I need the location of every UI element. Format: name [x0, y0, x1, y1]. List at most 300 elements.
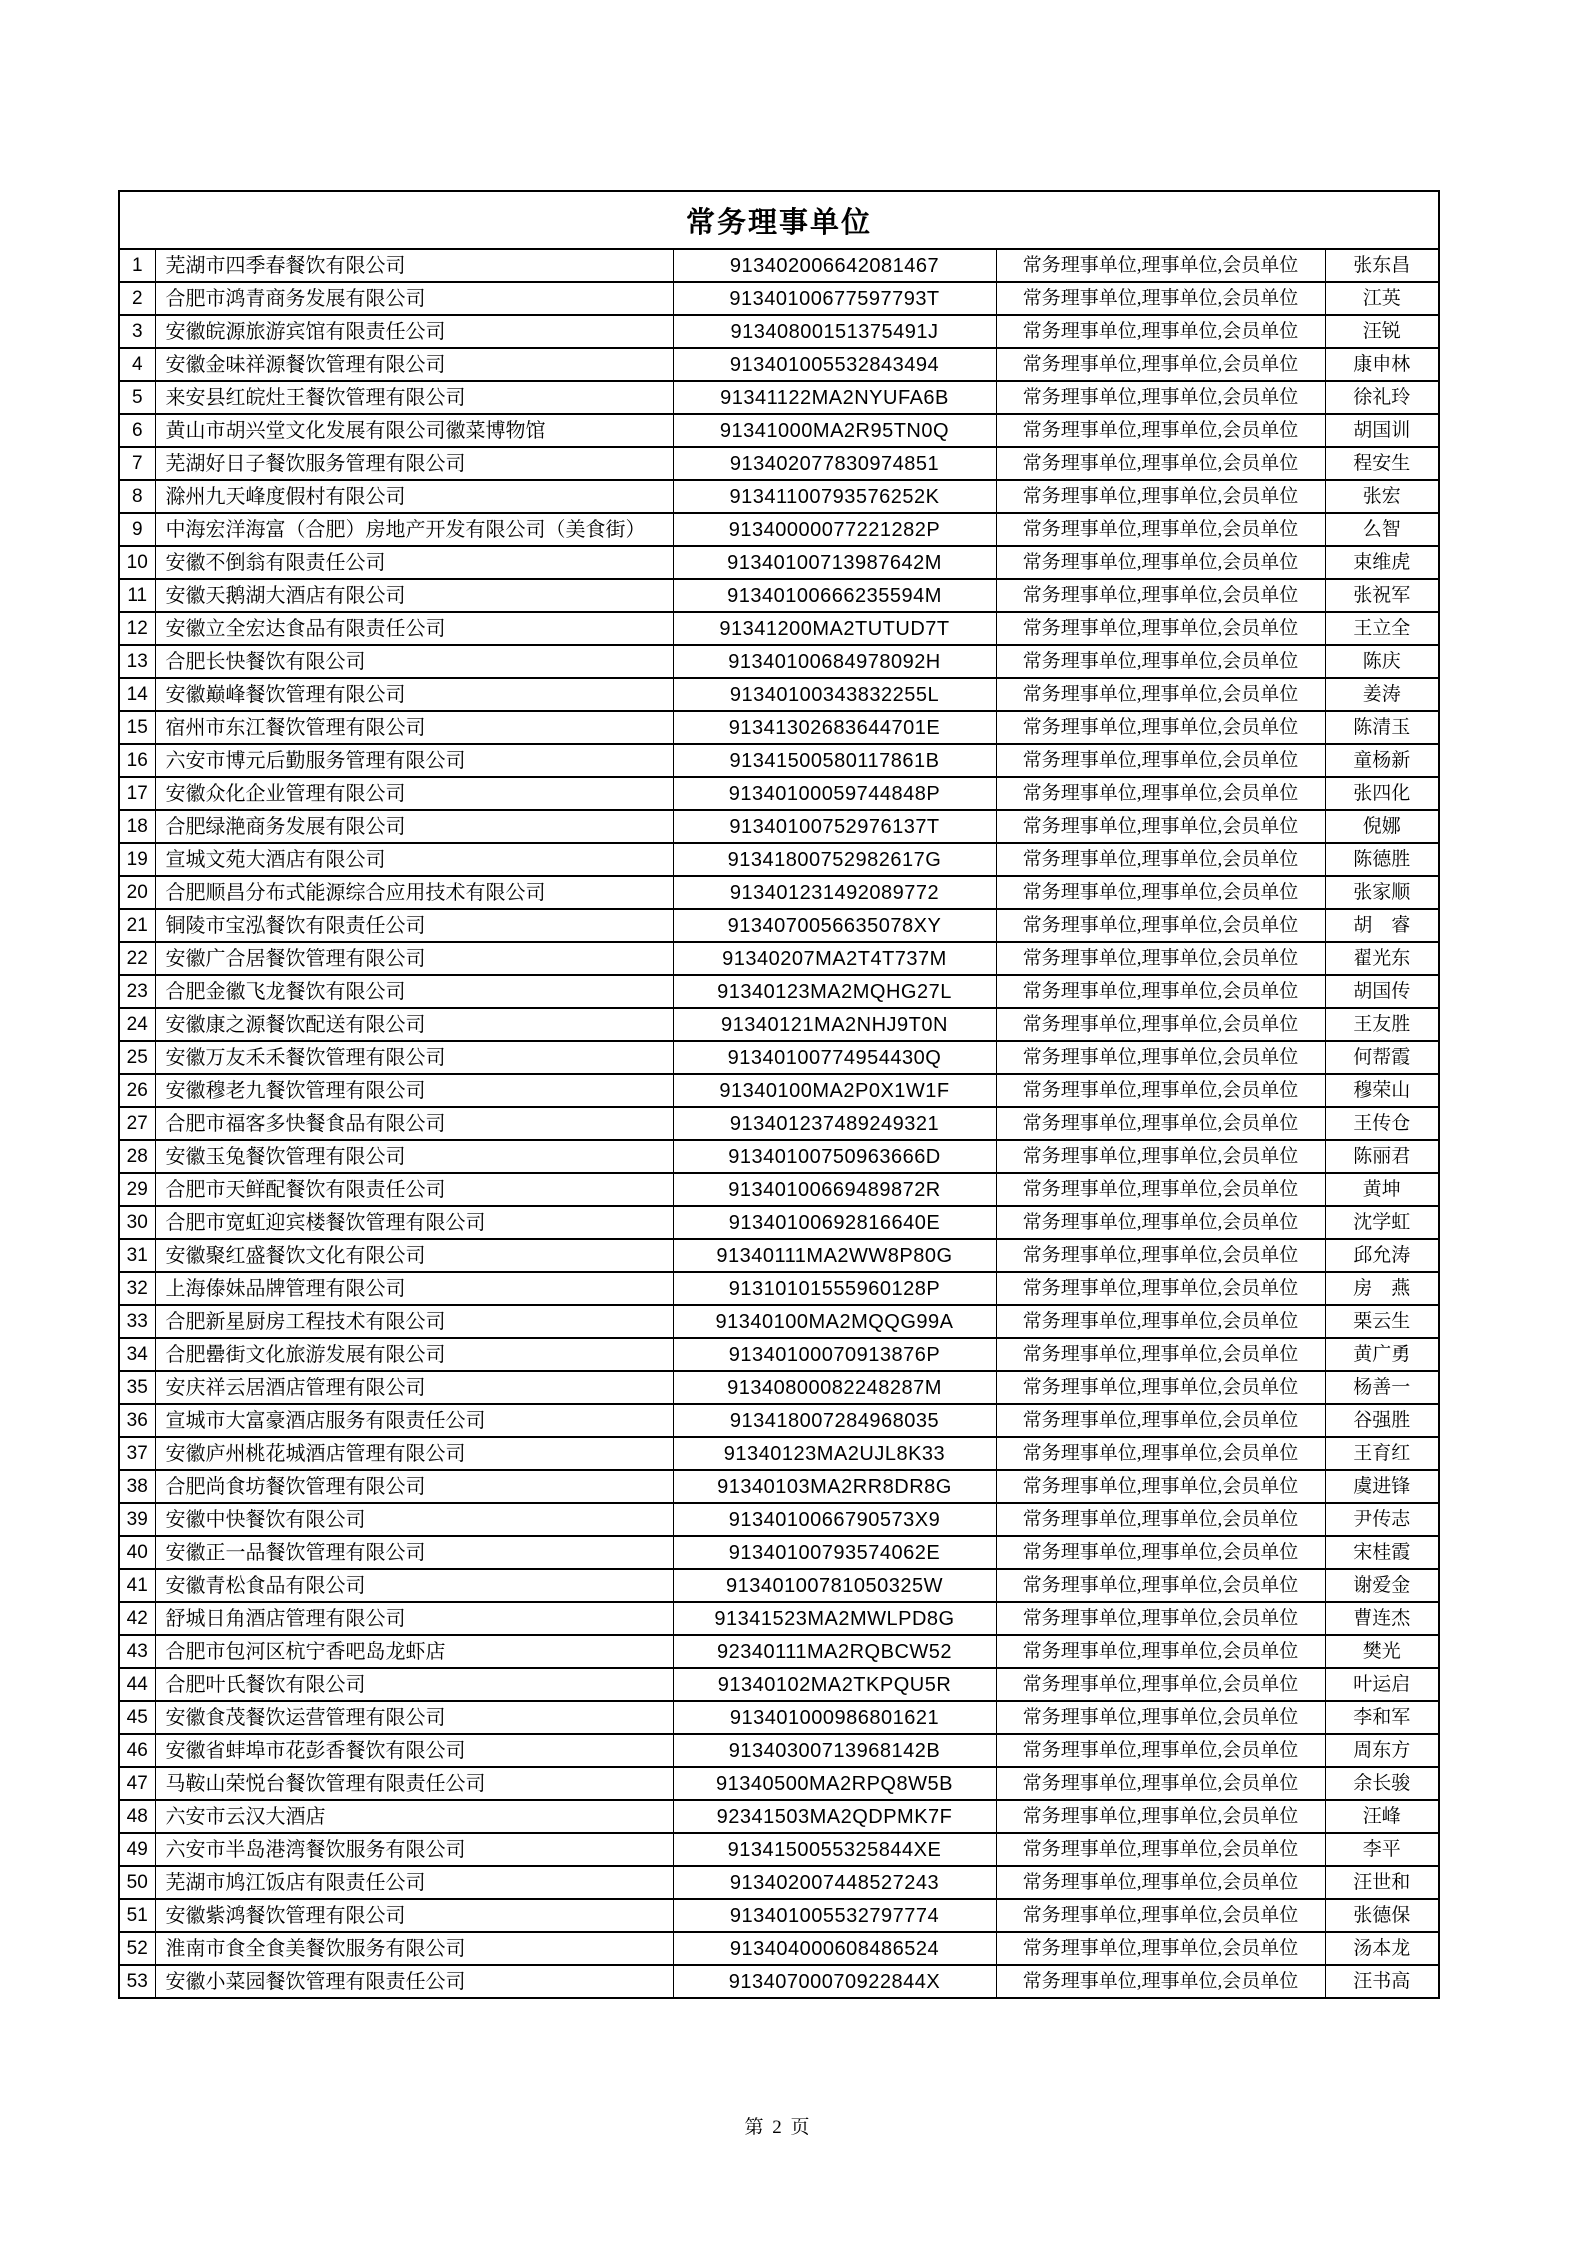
table-row — [119, 1008, 1439, 1041]
membership-type-cell: 常务理事单位,理事单位,会员单位 — [996, 1932, 1325, 1965]
credit-code-cell: 91341100793576252K — [673, 480, 996, 513]
membership-type-cell: 常务理事单位,理事单位,会员单位 — [996, 1503, 1325, 1536]
membership-type-cell: 常务理事单位,理事单位,会员单位 — [996, 744, 1325, 777]
row-number-cell: 36 — [119, 1404, 155, 1437]
row-number-cell: 22 — [119, 942, 155, 975]
table-row — [119, 414, 1439, 447]
row-number-cell: 44 — [119, 1668, 155, 1701]
table-row — [119, 711, 1439, 744]
row-number-cell: 7 — [119, 447, 155, 480]
row-number-cell: 35 — [119, 1371, 155, 1404]
company-name-cell: 六安市半岛港湾餐饮服务有限公司 — [155, 1833, 673, 1866]
table-row — [119, 1767, 1439, 1800]
contact-name-cell: 姜涛 — [1325, 678, 1439, 711]
contact-name-cell: 张德保 — [1325, 1899, 1439, 1932]
contact-name-cell: 栗云生 — [1325, 1305, 1439, 1338]
membership-type-cell: 常务理事单位,理事单位,会员单位 — [996, 1866, 1325, 1899]
row-number-cell: 32 — [119, 1272, 155, 1305]
credit-code-cell: 91340100750963666D — [673, 1140, 996, 1173]
company-name-cell: 安徽不倒翁有限责任公司 — [155, 546, 673, 579]
table-row — [119, 843, 1439, 876]
credit-code-cell: 91340800151375491J — [673, 315, 996, 348]
company-name-cell: 宣城市大富豪酒店服务有限责任公司 — [155, 1404, 673, 1437]
table-row — [119, 1107, 1439, 1140]
contact-name-cell: 胡国传 — [1325, 975, 1439, 1008]
company-name-cell: 安徽金味祥源餐饮管理有限公司 — [155, 348, 673, 381]
table-row — [119, 1536, 1439, 1569]
table-row — [119, 1305, 1439, 1338]
company-name-cell: 合肥金徽飞龙餐饮有限公司 — [155, 975, 673, 1008]
membership-type-cell: 常务理事单位,理事单位,会员单位 — [996, 315, 1325, 348]
company-name-cell: 芜湖市鸠江饭店有限责任公司 — [155, 1866, 673, 1899]
table-title: 常务理事单位 — [119, 191, 1439, 249]
contact-name-cell: 沈学虹 — [1325, 1206, 1439, 1239]
membership-type-cell: 常务理事单位,理事单位,会员单位 — [996, 1272, 1325, 1305]
contact-name-cell: 江英 — [1325, 282, 1439, 315]
credit-code-cell: 91340121MA2NHJ9T0N — [673, 1008, 996, 1041]
row-number-cell: 27 — [119, 1107, 155, 1140]
company-name-cell: 合肥长快餐饮有限公司 — [155, 645, 673, 678]
row-number-cell: 49 — [119, 1833, 155, 1866]
membership-type-cell: 常务理事单位,理事单位,会员单位 — [996, 843, 1325, 876]
table-row — [119, 876, 1439, 909]
membership-type-cell: 常务理事单位,理事单位,会员单位 — [996, 348, 1325, 381]
credit-code-cell: 9134070056635078XY — [673, 909, 996, 942]
table-row — [119, 1701, 1439, 1734]
table-row — [119, 810, 1439, 843]
company-name-cell: 合肥市宽虹迎宾楼餐饮管理有限公司 — [155, 1206, 673, 1239]
membership-type-cell: 常务理事单位,理事单位,会员单位 — [996, 1107, 1325, 1140]
credit-code-cell: 91341200MA2TUTUD7T — [673, 612, 996, 645]
contact-name-cell: 王育红 — [1325, 1437, 1439, 1470]
membership-type-cell: 常务理事单位,理事单位,会员单位 — [996, 480, 1325, 513]
table-row — [119, 1041, 1439, 1074]
table-row — [119, 1338, 1439, 1371]
company-name-cell: 安庆祥云居酒店管理有限公司 — [155, 1371, 673, 1404]
contact-name-cell: 程安生 — [1325, 447, 1439, 480]
credit-code-cell: 913404000608486524 — [673, 1932, 996, 1965]
credit-code-cell: 91341523MA2MWLPD8G — [673, 1602, 996, 1635]
membership-type-cell: 常务理事单位,理事单位,会员单位 — [996, 1668, 1325, 1701]
company-name-cell: 安徽天鹅湖大酒店有限公司 — [155, 579, 673, 612]
company-name-cell: 合肥新星厨房工程技术有限公司 — [155, 1305, 673, 1338]
table-row — [119, 744, 1439, 777]
company-name-cell: 合肥顺昌分布式能源综合应用技术有限公司 — [155, 876, 673, 909]
table-row — [119, 546, 1439, 579]
row-number-cell: 41 — [119, 1569, 155, 1602]
membership-type-cell: 常务理事单位,理事单位,会员单位 — [996, 1140, 1325, 1173]
company-name-cell: 黄山市胡兴堂文化发展有限公司徽菜博物馆 — [155, 414, 673, 447]
table-row — [119, 381, 1439, 414]
contact-name-cell: 谷强胜 — [1325, 1404, 1439, 1437]
membership-type-cell: 常务理事单位,理事单位,会员单位 — [996, 777, 1325, 810]
row-number-cell: 46 — [119, 1734, 155, 1767]
company-name-cell: 合肥尚食坊餐饮管理有限公司 — [155, 1470, 673, 1503]
membership-type-cell: 常务理事单位,理事单位,会员单位 — [996, 381, 1325, 414]
membership-type-cell: 常务理事单位,理事单位,会员单位 — [996, 1536, 1325, 1569]
row-number-cell: 40 — [119, 1536, 155, 1569]
table-row — [119, 1371, 1439, 1404]
table-row — [119, 348, 1439, 381]
company-name-cell: 安徽食茂餐饮运营管理有限公司 — [155, 1701, 673, 1734]
contact-name-cell: 汪书高 — [1325, 1965, 1439, 1998]
table-row — [119, 1470, 1439, 1503]
table-row — [119, 1833, 1439, 1866]
contact-name-cell: 汤本龙 — [1325, 1932, 1439, 1965]
company-name-cell: 合肥市福客多快餐食品有限公司 — [155, 1107, 673, 1140]
table-row — [119, 1635, 1439, 1668]
contact-name-cell: 曹连杰 — [1325, 1602, 1439, 1635]
table-row — [119, 1437, 1439, 1470]
row-number-cell: 20 — [119, 876, 155, 909]
row-number-cell: 1 — [119, 249, 155, 282]
contact-name-cell: 邱允涛 — [1325, 1239, 1439, 1272]
credit-code-cell: 91340102MA2TKPQU5R — [673, 1668, 996, 1701]
credit-code-cell: 913401005532797774 — [673, 1899, 996, 1932]
membership-type-cell: 常务理事单位,理事单位,会员单位 — [996, 1371, 1325, 1404]
contact-name-cell: 汪峰 — [1325, 1800, 1439, 1833]
credit-code-cell: 91341000MA2R95TN0Q — [673, 414, 996, 447]
table-row — [119, 909, 1439, 942]
company-name-cell: 合肥叶氏餐饮有限公司 — [155, 1668, 673, 1701]
table-row — [119, 1800, 1439, 1833]
table-row — [119, 1569, 1439, 1602]
contact-name-cell: 张东昌 — [1325, 249, 1439, 282]
row-number-cell: 9 — [119, 513, 155, 546]
company-name-cell: 安徽青松食品有限公司 — [155, 1569, 673, 1602]
table-row — [119, 1239, 1439, 1272]
credit-code-cell: 91340300713968142B — [673, 1734, 996, 1767]
row-number-cell: 48 — [119, 1800, 155, 1833]
row-number-cell: 5 — [119, 381, 155, 414]
credit-code-cell: 91340123MA2MQHG27L — [673, 975, 996, 1008]
membership-type-cell: 常务理事单位,理事单位,会员单位 — [996, 942, 1325, 975]
membership-type-cell: 常务理事单位,理事单位,会员单位 — [996, 1008, 1325, 1041]
table-row — [119, 1074, 1439, 1107]
company-name-cell: 来安县红皖灶王餐饮管理有限公司 — [155, 381, 673, 414]
credit-code-cell: 91341500580117861B — [673, 744, 996, 777]
credit-code-cell: 913402077830974851 — [673, 447, 996, 480]
credit-code-cell: 913418007284968035 — [673, 1404, 996, 1437]
row-number-cell: 17 — [119, 777, 155, 810]
company-name-cell: 安徽庐州桃花城酒店管理有限公司 — [155, 1437, 673, 1470]
credit-code-cell: 91341122MA2NYUFA6B — [673, 381, 996, 414]
company-name-cell: 芜湖好日子餐饮服务管理有限公司 — [155, 447, 673, 480]
membership-type-cell: 常务理事单位,理事单位,会员单位 — [996, 1173, 1325, 1206]
membership-type-cell: 常务理事单位,理事单位,会员单位 — [996, 1437, 1325, 1470]
credit-code-cell: 91340111MA2WW8P80G — [673, 1239, 996, 1272]
credit-code-cell: 91310101555960128P — [673, 1272, 996, 1305]
row-number-cell: 43 — [119, 1635, 155, 1668]
table-body — [119, 249, 1439, 1998]
row-number-cell: 33 — [119, 1305, 155, 1338]
contact-name-cell: 束维虎 — [1325, 546, 1439, 579]
company-name-cell: 六安市博元后勤服务管理有限公司 — [155, 744, 673, 777]
company-name-cell: 淮南市食全食美餐饮服务有限公司 — [155, 1932, 673, 1965]
credit-code-cell: 913401231492089772 — [673, 876, 996, 909]
table-row — [119, 1602, 1439, 1635]
membership-type-cell: 常务理事单位,理事单位,会员单位 — [996, 909, 1325, 942]
membership-type-cell: 常务理事单位,理事单位,会员单位 — [996, 1602, 1325, 1635]
table-row — [119, 513, 1439, 546]
membership-type-cell: 常务理事单位,理事单位,会员单位 — [996, 546, 1325, 579]
membership-type-cell: 常务理事单位,理事单位,会员单位 — [996, 282, 1325, 315]
row-number-cell: 28 — [119, 1140, 155, 1173]
contact-name-cell: 黄广勇 — [1325, 1338, 1439, 1371]
credit-code-cell: 91340123MA2UJL8K33 — [673, 1437, 996, 1470]
credit-code-cell: 913401000986801621 — [673, 1701, 996, 1734]
contact-name-cell: 李平 — [1325, 1833, 1439, 1866]
table-row — [119, 1503, 1439, 1536]
credit-code-cell: 913402006642081467 — [673, 249, 996, 282]
credit-code-cell: 91340100059744848P — [673, 777, 996, 810]
company-name-cell: 安徽立全宏达食品有限责任公司 — [155, 612, 673, 645]
company-name-cell: 宣城文苑大酒店有限公司 — [155, 843, 673, 876]
membership-type-cell: 常务理事单位,理事单位,会员单位 — [996, 645, 1325, 678]
table-row — [119, 1899, 1439, 1932]
row-number-cell: 34 — [119, 1338, 155, 1371]
membership-type-cell: 常务理事单位,理事单位,会员单位 — [996, 1041, 1325, 1074]
row-number-cell: 8 — [119, 480, 155, 513]
membership-type-cell: 常务理事单位,理事单位,会员单位 — [996, 1206, 1325, 1239]
contact-name-cell: 汪锐 — [1325, 315, 1439, 348]
membership-type-cell: 常务理事单位,理事单位,会员单位 — [996, 1833, 1325, 1866]
credit-code-cell: 92341503MA2QDPMK7F — [673, 1800, 996, 1833]
company-name-cell: 安徽广合居餐饮管理有限公司 — [155, 942, 673, 975]
credit-code-cell: 91340103MA2RR8DR8G — [673, 1470, 996, 1503]
company-name-cell: 安徽皖源旅游宾馆有限责任公司 — [155, 315, 673, 348]
contact-name-cell: 张祝军 — [1325, 579, 1439, 612]
credit-code-cell: 9134150055325844XE — [673, 1833, 996, 1866]
company-name-cell: 合肥绿滟商务发展有限公司 — [155, 810, 673, 843]
table-row — [119, 975, 1439, 1008]
row-number-cell: 26 — [119, 1074, 155, 1107]
contact-name-cell: 尹传志 — [1325, 1503, 1439, 1536]
contact-name-cell: 张宏 — [1325, 480, 1439, 513]
credit-code-cell: 91340100669489872R — [673, 1173, 996, 1206]
credit-code-cell: 91340800082248287M — [673, 1371, 996, 1404]
contact-name-cell: 陈丽君 — [1325, 1140, 1439, 1173]
contact-name-cell: 余长骏 — [1325, 1767, 1439, 1800]
company-name-cell: 安徽正一品餐饮管理有限公司 — [155, 1536, 673, 1569]
table-row — [119, 678, 1439, 711]
company-name-cell: 安徽聚红盛餐饮文化有限公司 — [155, 1239, 673, 1272]
contact-name-cell: 徐礼玲 — [1325, 381, 1439, 414]
row-number-cell: 29 — [119, 1173, 155, 1206]
contact-name-cell: 何帮霞 — [1325, 1041, 1439, 1074]
credit-code-cell: 91340100MA2MQQG99A — [673, 1305, 996, 1338]
company-name-cell: 安徽巅峰餐饮管理有限公司 — [155, 678, 673, 711]
credit-code-cell: 91340100713987642M — [673, 546, 996, 579]
contact-name-cell: 王传仓 — [1325, 1107, 1439, 1140]
contact-name-cell: 张四化 — [1325, 777, 1439, 810]
company-name-cell: 安徽万友禾禾餐饮管理有限公司 — [155, 1041, 673, 1074]
table-row — [119, 1965, 1439, 1998]
table-row — [119, 1272, 1439, 1305]
contact-name-cell: 陈德胜 — [1325, 843, 1439, 876]
credit-code-cell: 92340111MA2RQBCW52 — [673, 1635, 996, 1668]
credit-code-cell: 91340207MA2T4T737M — [673, 942, 996, 975]
contact-name-cell: 么智 — [1325, 513, 1439, 546]
company-name-cell: 合肥市天鲜配餐饮有限责任公司 — [155, 1173, 673, 1206]
row-number-cell: 16 — [119, 744, 155, 777]
row-number-cell: 42 — [119, 1602, 155, 1635]
membership-type-cell: 常务理事单位,理事单位,会员单位 — [996, 1074, 1325, 1107]
company-name-cell: 安徽省蚌埠市花彭香餐饮有限公司 — [155, 1734, 673, 1767]
company-name-cell: 中海宏洋海富（合肥）房地产开发有限公司（美食街） — [155, 513, 673, 546]
credit-code-cell: 913402007448527243 — [673, 1866, 996, 1899]
credit-code-cell: 91340100752976137T — [673, 810, 996, 843]
company-name-cell: 安徽中快餐饮有限公司 — [155, 1503, 673, 1536]
company-name-cell: 马鞍山荣悦台餐饮管理有限责任公司 — [155, 1767, 673, 1800]
table-row — [119, 1734, 1439, 1767]
table-row — [119, 249, 1439, 282]
contact-name-cell: 叶运启 — [1325, 1668, 1439, 1701]
credit-code-cell: 91340100793574062E — [673, 1536, 996, 1569]
credit-code-cell: 91340100070913876P — [673, 1338, 996, 1371]
company-name-cell: 舒城日角酒店管理有限公司 — [155, 1602, 673, 1635]
company-name-cell: 芜湖市四季春餐饮有限公司 — [155, 249, 673, 282]
contact-name-cell: 陈清玉 — [1325, 711, 1439, 744]
membership-type-cell: 常务理事单位,理事单位,会员单位 — [996, 1305, 1325, 1338]
membership-type-cell: 常务理事单位,理事单位,会员单位 — [996, 1701, 1325, 1734]
table-row — [119, 1866, 1439, 1899]
table-row — [119, 1173, 1439, 1206]
row-number-cell: 47 — [119, 1767, 155, 1800]
table-row — [119, 579, 1439, 612]
contact-name-cell: 王立全 — [1325, 612, 1439, 645]
company-name-cell: 安徽穆老九餐饮管理有限公司 — [155, 1074, 673, 1107]
row-number-cell: 19 — [119, 843, 155, 876]
contact-name-cell: 胡国训 — [1325, 414, 1439, 447]
company-name-cell: 滁州九天峰度假村有限公司 — [155, 480, 673, 513]
contact-name-cell: 穆荣山 — [1325, 1074, 1439, 1107]
company-name-cell: 安徽康之源餐饮配送有限公司 — [155, 1008, 673, 1041]
contact-name-cell: 黄坤 — [1325, 1173, 1439, 1206]
credit-code-cell: 91340100MA2P0X1W1F — [673, 1074, 996, 1107]
page-number: 第 2 页 — [744, 2117, 812, 2138]
credit-code-cell: 91340100774954430Q — [673, 1041, 996, 1074]
membership-type-cell: 常务理事单位,理事单位,会员单位 — [996, 876, 1325, 909]
table-row — [119, 480, 1439, 513]
membership-type-cell: 常务理事单位,理事单位,会员单位 — [996, 1470, 1325, 1503]
credit-code-cell: 9134010066790573X9 — [673, 1503, 996, 1536]
table-row — [119, 1140, 1439, 1173]
table-row — [119, 777, 1439, 810]
company-name-cell: 安徽紫鸿餐饮管理有限公司 — [155, 1899, 673, 1932]
credit-code-cell: 91341302683644701E — [673, 711, 996, 744]
credit-code-cell: 91340100692816640E — [673, 1206, 996, 1239]
row-number-cell: 4 — [119, 348, 155, 381]
company-name-cell: 安徽众化企业管理有限公司 — [155, 777, 673, 810]
row-number-cell: 14 — [119, 678, 155, 711]
credit-code-cell: 91340100666235594M — [673, 579, 996, 612]
membership-type-cell: 常务理事单位,理事单位,会员单位 — [996, 1239, 1325, 1272]
membership-type-cell: 常务理事单位,理事单位,会员单位 — [996, 975, 1325, 1008]
row-number-cell: 2 — [119, 282, 155, 315]
contact-name-cell: 陈庆 — [1325, 645, 1439, 678]
contact-name-cell: 童杨新 — [1325, 744, 1439, 777]
contact-name-cell: 翟光东 — [1325, 942, 1439, 975]
credit-code-cell: 91340100677597793T — [673, 282, 996, 315]
contact-name-cell: 虞进锋 — [1325, 1470, 1439, 1503]
row-number-cell: 15 — [119, 711, 155, 744]
contact-name-cell: 王友胜 — [1325, 1008, 1439, 1041]
membership-type-cell: 常务理事单位,理事单位,会员单位 — [996, 414, 1325, 447]
company-name-cell: 合肥市鸿青商务发展有限公司 — [155, 282, 673, 315]
membership-type-cell: 常务理事单位,理事单位,会员单位 — [996, 612, 1325, 645]
row-number-cell: 38 — [119, 1470, 155, 1503]
membership-type-cell: 常务理事单位,理事单位,会员单位 — [996, 513, 1325, 546]
row-number-cell: 13 — [119, 645, 155, 678]
row-number-cell: 50 — [119, 1866, 155, 1899]
credit-code-cell: 913401237489249321 — [673, 1107, 996, 1140]
company-name-cell: 合肥市包河区杭宁香吧岛龙虾店 — [155, 1635, 673, 1668]
company-name-cell: 六安市云汉大酒店 — [155, 1800, 673, 1833]
membership-type-cell: 常务理事单位,理事单位,会员单位 — [996, 1569, 1325, 1602]
contact-name-cell: 谢爱金 — [1325, 1569, 1439, 1602]
row-number-cell: 6 — [119, 414, 155, 447]
row-number-cell: 45 — [119, 1701, 155, 1734]
membership-type-cell: 常务理事单位,理事单位,会员单位 — [996, 1899, 1325, 1932]
membership-type-cell: 常务理事单位,理事单位,会员单位 — [996, 1767, 1325, 1800]
contact-name-cell: 李和军 — [1325, 1701, 1439, 1734]
company-name-cell: 上海傣妹品牌管理有限公司 — [155, 1272, 673, 1305]
membership-type-cell: 常务理事单位,理事单位,会员单位 — [996, 810, 1325, 843]
row-number-cell: 21 — [119, 909, 155, 942]
table-row — [119, 1206, 1439, 1239]
membership-type-cell: 常务理事单位,理事单位,会员单位 — [996, 1404, 1325, 1437]
credit-code-cell: 91340100781050325W — [673, 1569, 996, 1602]
table-row — [119, 942, 1439, 975]
membership-type-cell: 常务理事单位,理事单位,会员单位 — [996, 1800, 1325, 1833]
row-number-cell: 10 — [119, 546, 155, 579]
membership-type-cell: 常务理事单位,理事单位,会员单位 — [996, 447, 1325, 480]
credit-code-cell: 91340500MA2RPQ8W5B — [673, 1767, 996, 1800]
membership-type-cell: 常务理事单位,理事单位,会员单位 — [996, 1965, 1325, 1998]
contact-name-cell: 杨善一 — [1325, 1371, 1439, 1404]
row-number-cell: 53 — [119, 1965, 155, 1998]
contact-name-cell: 宋桂霞 — [1325, 1536, 1439, 1569]
company-name-cell: 安徽小菜园餐饮管理有限责任公司 — [155, 1965, 673, 1998]
membership-type-cell: 常务理事单位,理事单位,会员单位 — [996, 249, 1325, 282]
row-number-cell: 11 — [119, 579, 155, 612]
table-row — [119, 1668, 1439, 1701]
credit-code-cell: 91341800752982617G — [673, 843, 996, 876]
company-name-cell: 宿州市东江餐饮管理有限公司 — [155, 711, 673, 744]
membership-type-cell: 常务理事单位,理事单位,会员单位 — [996, 579, 1325, 612]
table-row — [119, 447, 1439, 480]
membership-type-cell: 常务理事单位,理事单位,会员单位 — [996, 711, 1325, 744]
row-number-cell: 23 — [119, 975, 155, 1008]
row-number-cell: 39 — [119, 1503, 155, 1536]
credit-code-cell: 91340100343832255L — [673, 678, 996, 711]
contact-name-cell: 周东方 — [1325, 1734, 1439, 1767]
contact-name-cell: 房 燕 — [1325, 1272, 1439, 1305]
row-number-cell: 37 — [119, 1437, 155, 1470]
table-title-row — [119, 191, 1439, 249]
row-number-cell: 25 — [119, 1041, 155, 1074]
row-number-cell: 18 — [119, 810, 155, 843]
table-row — [119, 315, 1439, 348]
membership-type-cell: 常务理事单位,理事单位,会员单位 — [996, 1338, 1325, 1371]
credit-code-cell: 91340100684978092H — [673, 645, 996, 678]
row-number-cell: 3 — [119, 315, 155, 348]
table-row — [119, 1932, 1439, 1965]
row-number-cell: 31 — [119, 1239, 155, 1272]
company-name-cell: 安徽玉兔餐饮管理有限公司 — [155, 1140, 673, 1173]
contact-name-cell: 倪娜 — [1325, 810, 1439, 843]
